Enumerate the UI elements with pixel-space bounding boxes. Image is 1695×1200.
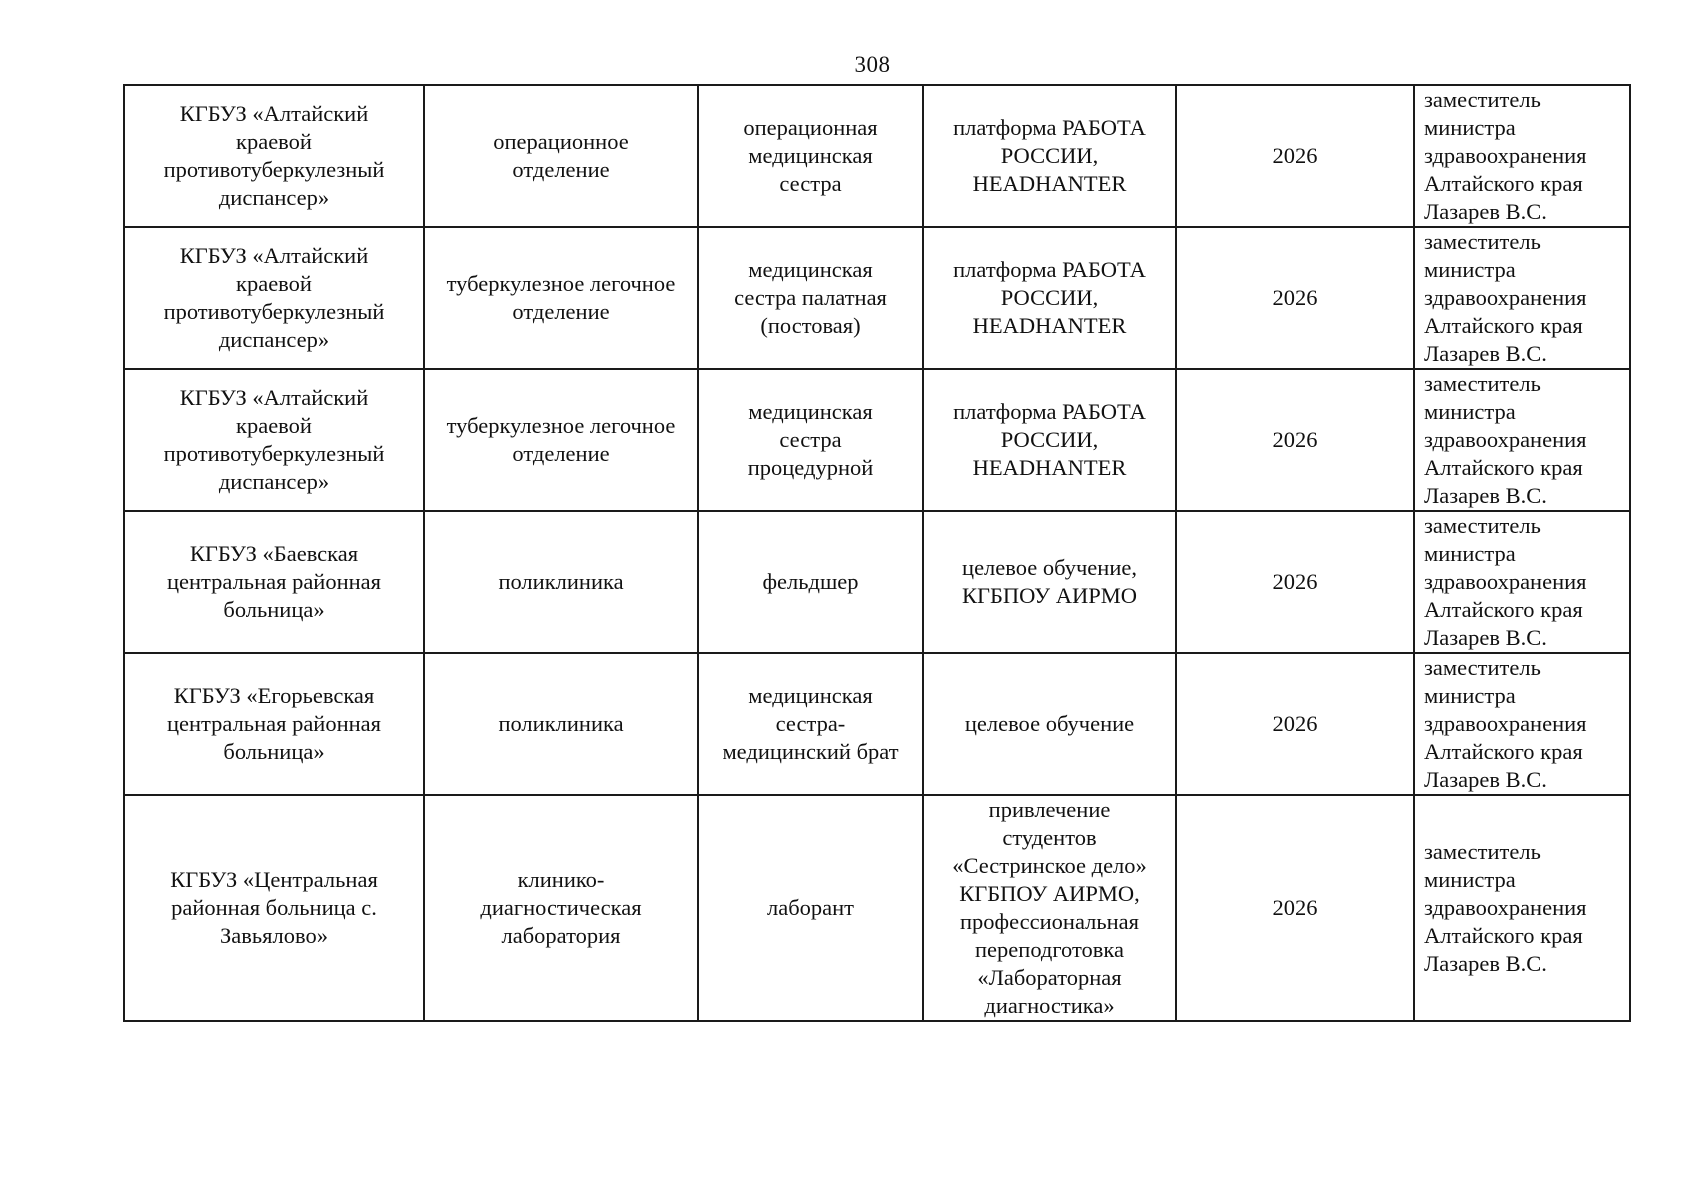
source-cell: платформа РАБОТА РОССИИ, HEADHANTER: [923, 227, 1176, 369]
table-row: [124, 653, 1630, 795]
year-cell: 2026: [1176, 511, 1414, 653]
position-cell: медицинская сестра палатная (постовая): [698, 227, 923, 369]
department-cell: операционное отделение: [424, 85, 698, 227]
responsible-cell: заместитель министра здравоохранения Алтайского края Лазарев В.С.: [1414, 511, 1630, 653]
table-row: [124, 369, 1630, 511]
department-cell: поликлиника: [424, 653, 698, 795]
position-cell: медицинская сестра процедурной: [698, 369, 923, 511]
year-cell: 2026: [1176, 369, 1414, 511]
year-cell: 2026: [1176, 653, 1414, 795]
organization-cell: КГБУЗ «Алтайский краевой противотуберкулезный диспансер»: [124, 227, 424, 369]
department-cell: туберкулезное легочное отделение: [424, 369, 698, 511]
source-cell: привлечение студентов «Сестринское дело» КГБПОУ АИРМО, профессиональная переподготовка «Лабораторная диагностика»: [923, 795, 1176, 1021]
department-cell: туберкулезное легочное отделение: [424, 227, 698, 369]
year-cell: 2026: [1176, 795, 1414, 1021]
position-cell: операционная медицинская сестра: [698, 85, 923, 227]
year-cell: 2026: [1176, 227, 1414, 369]
responsible-cell: заместитель министра здравоохранения Алтайского края Лазарев В.С.: [1414, 653, 1630, 795]
position-cell: фельдшер: [698, 511, 923, 653]
responsible-cell: заместитель министра здравоохранения Алтайского края Лазарев В.С.: [1414, 795, 1630, 1021]
table-row: [124, 227, 1630, 369]
responsible-cell: заместитель министра здравоохранения Алтайского края Лазарев В.С.: [1414, 227, 1630, 369]
source-cell: целевое обучение, КГБПОУ АИРМО: [923, 511, 1176, 653]
source-cell: платформа РАБОТА РОССИИ, HEADHANTER: [923, 85, 1176, 227]
staffing-table: [123, 84, 1631, 1022]
position-cell: медицинская сестра- медицинский брат: [698, 653, 923, 795]
year-cell: 2026: [1176, 85, 1414, 227]
table-row: [124, 795, 1630, 1021]
source-cell: целевое обучение: [923, 653, 1176, 795]
responsible-cell: заместитель министра здравоохранения Алтайского края Лазарев В.С.: [1414, 85, 1630, 227]
position-cell: лаборант: [698, 795, 923, 1021]
department-cell: поликлиника: [424, 511, 698, 653]
organization-cell: КГБУЗ «Баевская центральная районная больница»: [124, 511, 424, 653]
department-cell: клинико- диагностическая лаборатория: [424, 795, 698, 1021]
source-cell: платформа РАБОТА РОССИИ, HEADHANTER: [923, 369, 1176, 511]
page-number: 308: [854, 52, 891, 77]
organization-cell: КГБУЗ «Алтайский краевой противотуберкулезный диспансер»: [124, 369, 424, 511]
table-row: [124, 511, 1630, 653]
organization-cell: КГБУЗ «Егорьевская центральная районная больница»: [124, 653, 424, 795]
table-row: [124, 85, 1630, 227]
organization-cell: КГБУЗ «Алтайский краевой противотуберкулезный диспансер»: [124, 85, 424, 227]
responsible-cell: заместитель министра здравоохранения Алтайского края Лазарев В.С.: [1414, 369, 1630, 511]
organization-cell: КГБУЗ «Центральная районная больница с. Завьялово»: [124, 795, 424, 1021]
